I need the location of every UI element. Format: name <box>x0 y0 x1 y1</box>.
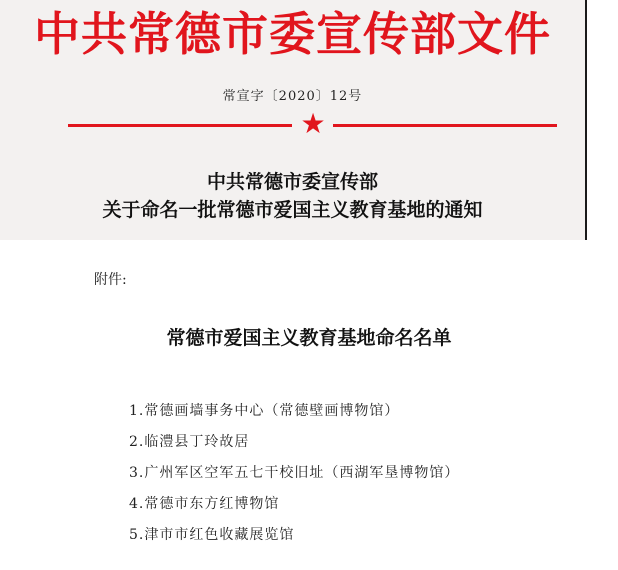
list-item: 2.临澧县丁玲故居 <box>129 434 250 450</box>
list-title: 常德市爱国主义教育基地命名名单 <box>166 327 452 349</box>
notice-issuer: 中共常德市委宣传部 <box>206 171 378 193</box>
org-title: 中共常德市委宣传部文件 <box>34 7 551 61</box>
attachment-label: 附件: <box>94 272 127 288</box>
red-star-icon: ★ <box>300 107 326 140</box>
list-item: 4.常德市东方红博物馆 <box>129 496 280 512</box>
page-edge-line <box>585 0 587 240</box>
base-list <box>129 396 459 551</box>
red-divider-left <box>68 124 292 127</box>
notice-title: 关于命名一批常德市爱国主义教育基地的通知 <box>102 199 483 221</box>
list-item: 1.常德画墙事务中心（常德壁画博物馆） <box>129 403 400 419</box>
list-item: 3.广州军区空军五七干校旧址（西湖军垦博物馆） <box>129 465 460 481</box>
red-divider-right <box>333 124 557 127</box>
list-item: 5.津市市红色收藏展览馆 <box>129 527 295 543</box>
header-panel <box>0 0 585 240</box>
document-number: 常宣字〔2020〕12号 <box>222 89 363 104</box>
